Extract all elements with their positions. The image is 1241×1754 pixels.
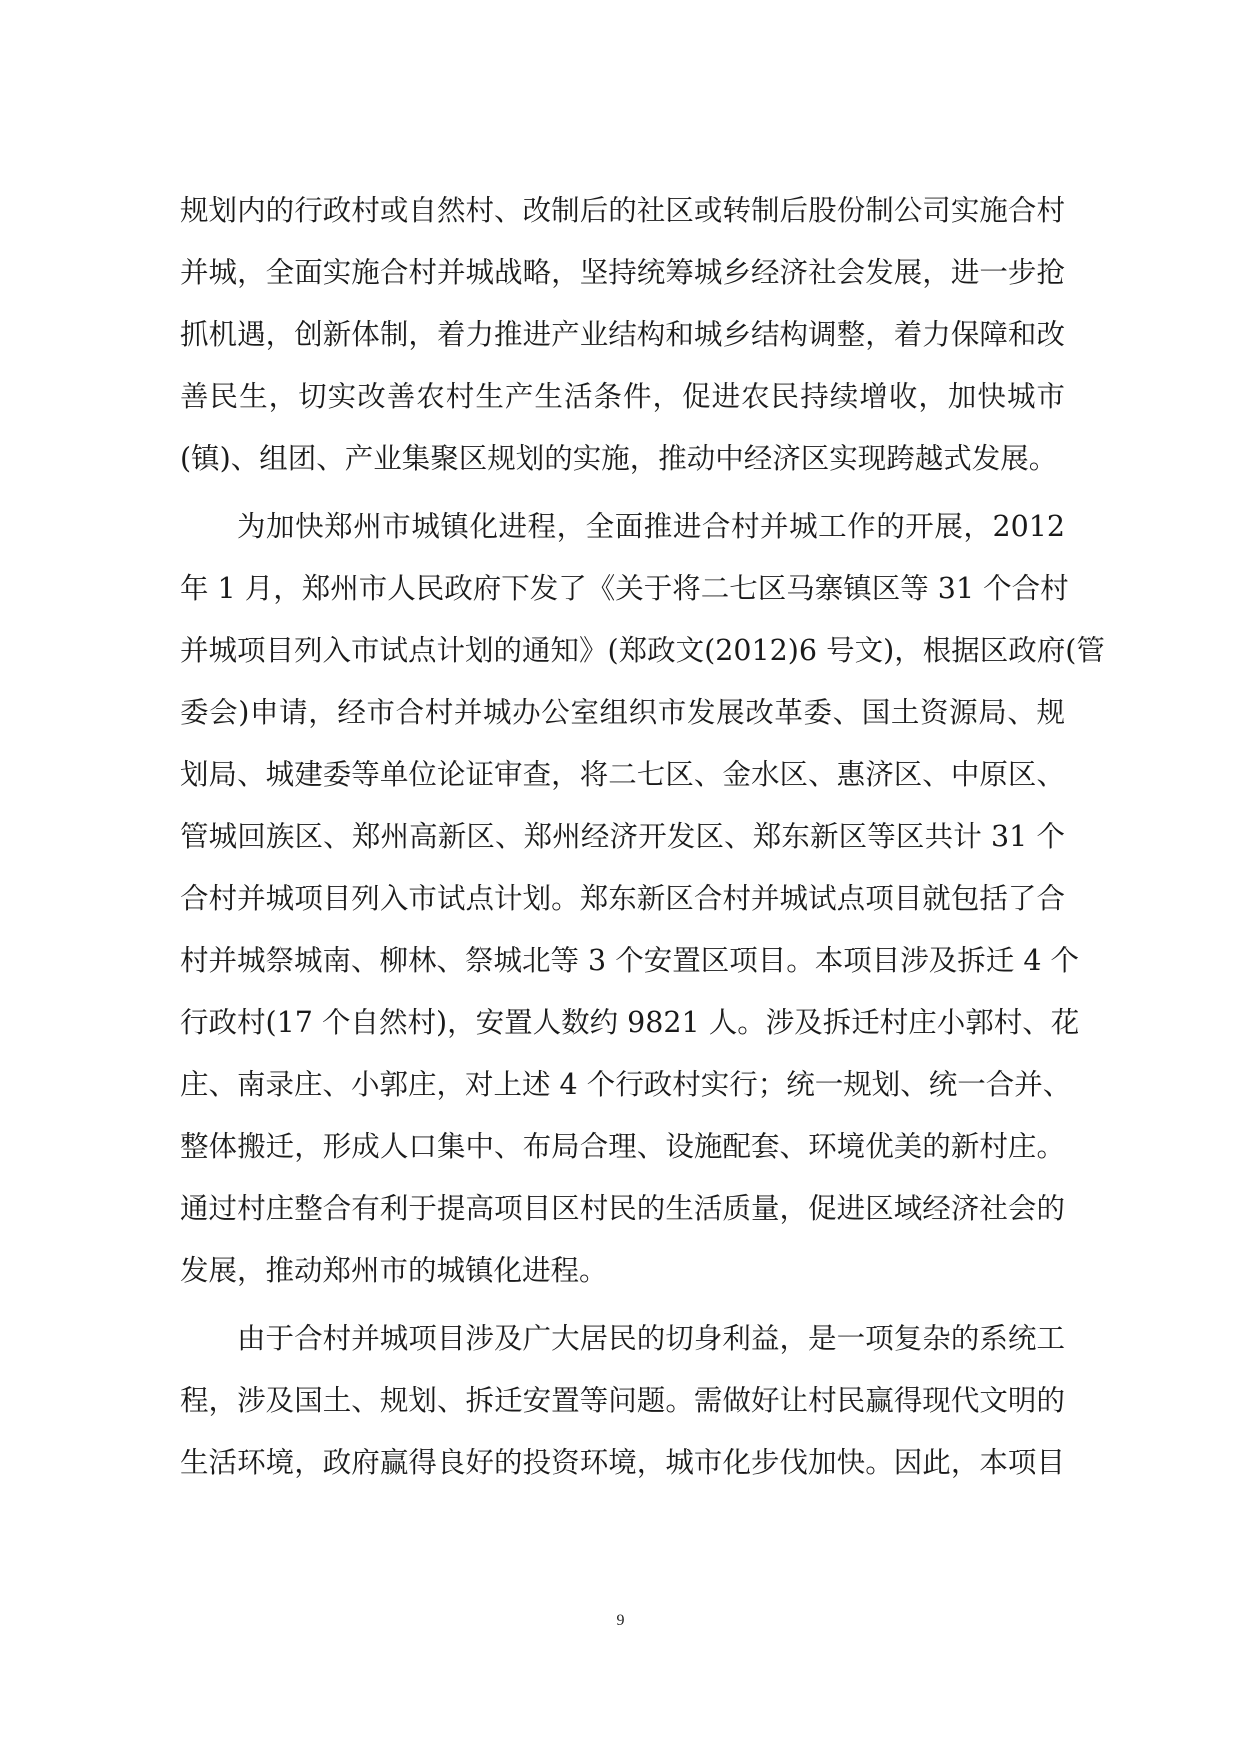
body-text	[180, 180, 1105, 1494]
text-line: 村并城祭城南、柳林、祭城北等 3 个安置区项目。本项目涉及拆迁 4 个	[180, 944, 1080, 977]
text-line: 行政村(17 个自然村)，安置人数约 9821 人。涉及拆迁村庄小郭村、花	[180, 1006, 1080, 1039]
text-line: 为加快郑州市城镇化进程，全面推进合村并城工作的开展，2012	[237, 510, 1065, 543]
text-line: 通过村庄整合有利于提高项目区村民的生活质量，促进区域经济社会的	[180, 1192, 1065, 1225]
text-line: 并城，全面实施合村并城战略，坚持统筹城乡经济社会发展，进一步抢	[180, 256, 1065, 289]
text-line: 年 1 月，郑州市人民政府下发了《关于将二七区马寨镇区等 31 个合村	[180, 572, 1069, 605]
text-line: 由于合村并城项目涉及广大居民的切身利益，是一项复杂的系统工	[237, 1322, 1065, 1355]
text-line: 发展，推动郑州市的城镇化进程。	[180, 1254, 608, 1287]
text-line: 抓机遇，创新体制，着力推进产业结构和城乡结构调整，着力保障和改	[180, 318, 1065, 351]
text-line: 整体搬迁，形成人口集中、布局合理、设施配套、环境优美的新村庄。	[180, 1130, 1065, 1163]
text-line: 管城回族区、郑州高新区、郑州经济开发区、郑东新区等区共计 31 个	[180, 820, 1065, 853]
text-line: 委会)申请，经市合村并城办公室组织市发展改革委、国土资源局、规	[180, 696, 1065, 729]
text-line: 生活环境，政府赢得良好的投资环境，城市化步伐加快。因此，本项目	[180, 1446, 1065, 1479]
paragraph-2	[180, 496, 1105, 1302]
text-line: 善民生，切实改善农村生产生活条件，促进农民持续增收，加快城市	[180, 380, 1065, 413]
text-line: (镇)、组团、产业集聚区规划的实施，推动中经济区实现跨越式发展。	[180, 442, 1058, 475]
text-line: 合村并城项目列入市试点计划。郑东新区合村并城试点项目就包括了合	[180, 882, 1065, 915]
paragraph-3	[180, 1308, 1065, 1494]
text-line: 程，涉及国土、规划、拆迁安置等问题。需做好让村民赢得现代文明的	[180, 1384, 1065, 1417]
page-number: 9	[616, 1612, 625, 1629]
text-line: 并城项目列入市试点计划的通知》(郑政文(2012)6 号文)，根据区政府(管	[180, 634, 1105, 667]
text-line: 划局、城建委等单位论证审查，将二七区、金水区、惠济区、中原区、	[180, 758, 1065, 791]
text-line: 规划内的行政村或自然村、改制后的社区或转制后股份制公司实施合村	[180, 194, 1065, 227]
paragraph-1	[180, 180, 1065, 490]
text-line: 庄、南录庄、小郭庄，对上述 4 个行政村实行；统一规划、统一合并、	[180, 1068, 1072, 1101]
